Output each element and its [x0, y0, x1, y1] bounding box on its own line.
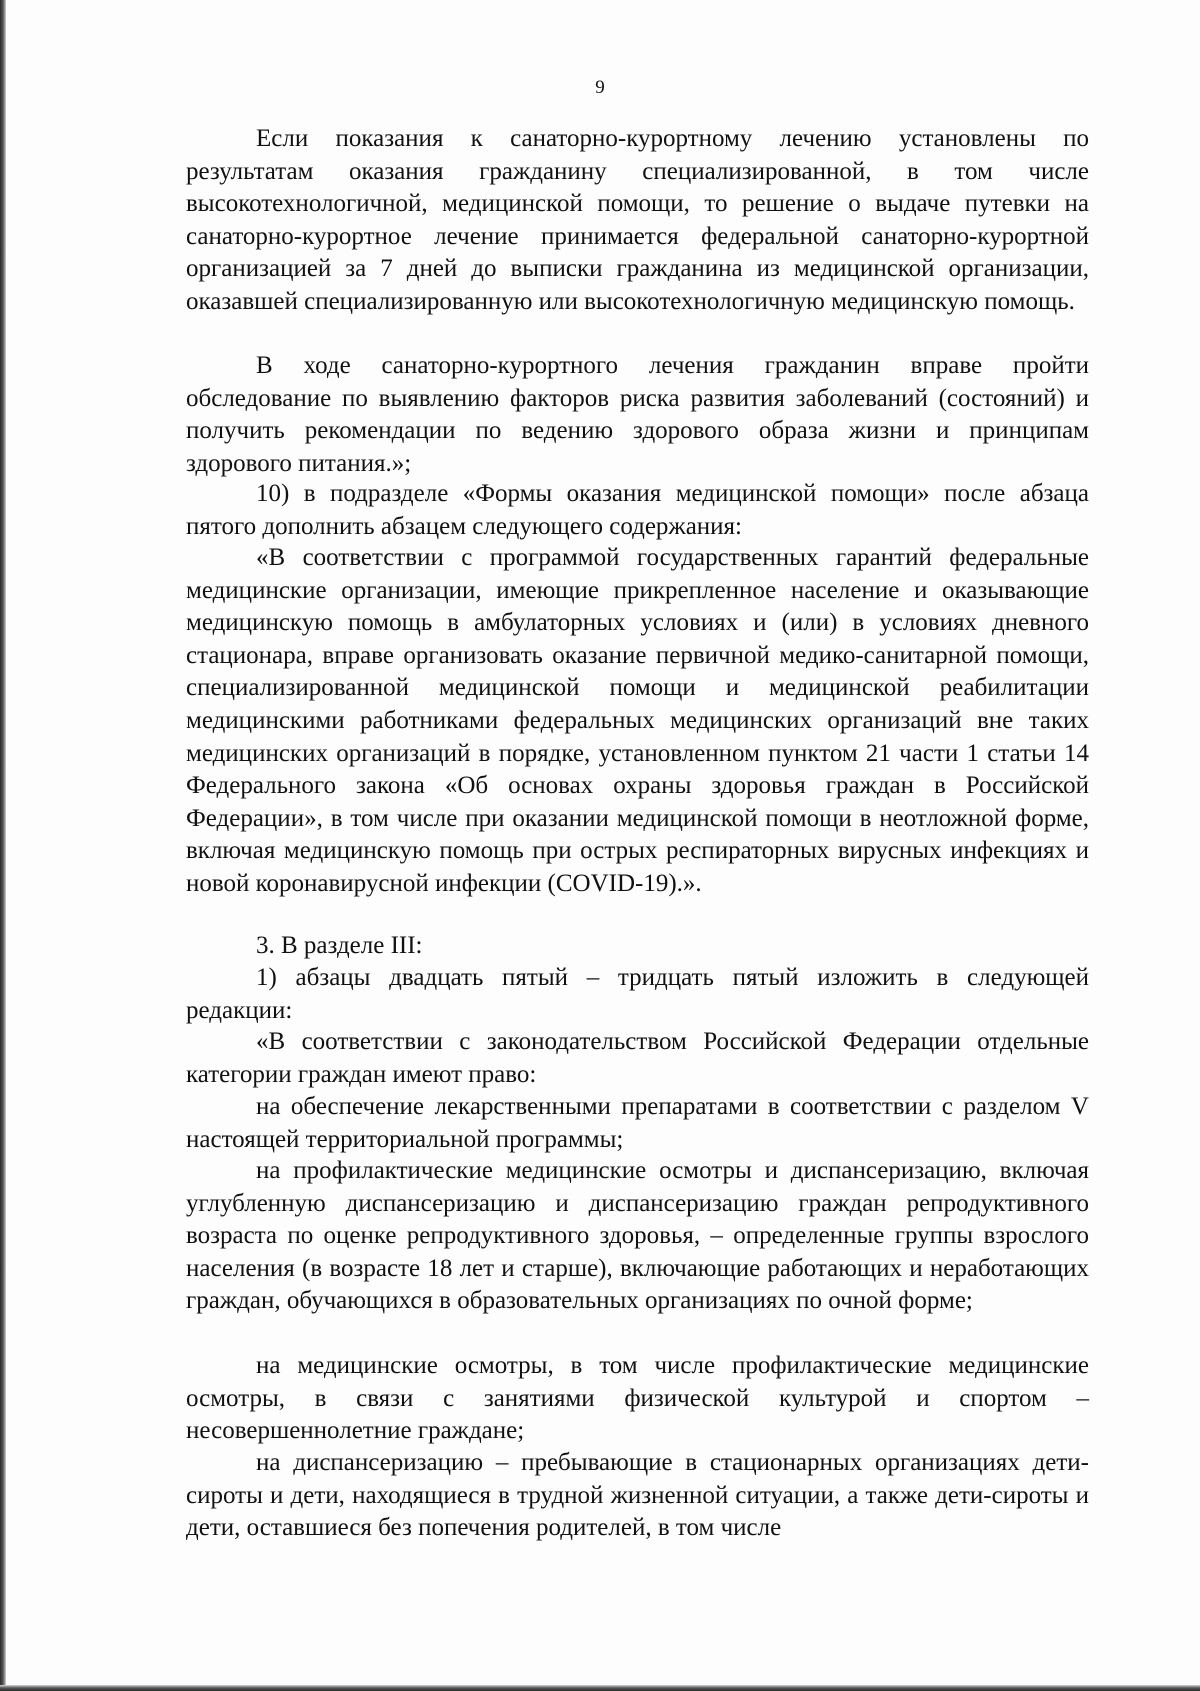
- paragraph-item-10: 10) в подразделе «Формы оказания медицинской помощи» после абзаца пятого дополнить абзацем следующего содержания:: [186, 480, 1089, 540]
- paragraph-item-1: 1) абзацы двадцать пятый – тридцать пятый изложить в следующей редакции:: [186, 964, 1089, 1024]
- paragraph-minors-examinations: на медицинские осмотры, в том числе профилактические медицинские осмотры, в связи с занятиями физической культурой и спортом – несовершеннолетние граждане;: [186, 1352, 1089, 1445]
- paragraph-citizen-categories: «В соответствии с законодательством Российской Федерации отдельные категории граждан имеют право:: [186, 1028, 1089, 1088]
- scan-edge-bottom: [0, 1685, 1200, 1691]
- paragraph-section-3: 3. В разделе III:: [256, 932, 423, 959]
- paragraph-orphans-dispensarization: на диспансеризацию – пребывающие в стационарных организациях дети-сироты и дети, находящиеся в трудной жизненной ситуации, а также дети-сироты и дети, оставшиеся без попечения родителей, в том числе: [186, 1449, 1089, 1542]
- paragraph-medicines-right: на обеспечение лекарственными препаратами в соответствии с разделом V настоящей территориальной программы;: [186, 1093, 1089, 1153]
- paragraph-preventive-examinations: на профилактические медицинские осмотры и диспансеризацию, включая углубленную диспансеризацию и диспансеризацию граждан репродуктивного возраста по оценке репродуктивного здоровья, – определенные группы взрослого населения (в возрасте 18 лет и старше), включающие работающих и неработающих граждан, обучающихся в образовательных организациях по очной форме;: [186, 1157, 1089, 1315]
- paragraph-sanatorium-examination: В ходе санаторно-курортного лечения гражданин вправе пройти обследование по выявлению факторов риска развития заболеваний (состояний) и получить рекомендации по ведению здорового образа жизни и принципам здорового питания.»;: [186, 352, 1089, 477]
- scan-edge-left: [0, 0, 6, 1691]
- paragraph-sanatorium-voucher-decision: Если показания к санаторно-курортному лечению установлены по результатам оказания гражданину специализированной, в том числе высокотехнологичной, медицинской помощи, то решение о выдаче путевки на санаторно-курортное лечение принимается федеральной санаторно-курортной организацией за 7 дней до выписки гражданина из медицинской организации, оказавшей специализированную или высокотехнологичную медицинскую помощь.: [186, 125, 1089, 315]
- paragraph-federal-organizations: «В соответствии с программой государственных гарантий федеральные медицинские организации, имеющие прикрепленное население и оказывающие медицинскую помощь в амбулаторных условиях и (или) в условиях дневного стационара, вправе организовать оказание первичной медико-санитарной помощи, специализированной медицинской помощи и медицинской реабилитации медицинскими работниками федеральных медицинских организаций вне таких медицинских организаций в порядке, установленном пунктом 21 части 1 статьи 14 Федерального закона «Об основах охраны здоровья граждан в Российской Федерации», в том числе при оказании медицинской помощи в неотложной форме, включая медицинскую помощь при острых респираторных вирусных инфекциях и новой коронавирусной инфекции (COVID-19).».: [186, 544, 1089, 897]
- page-number: 9: [595, 77, 605, 98]
